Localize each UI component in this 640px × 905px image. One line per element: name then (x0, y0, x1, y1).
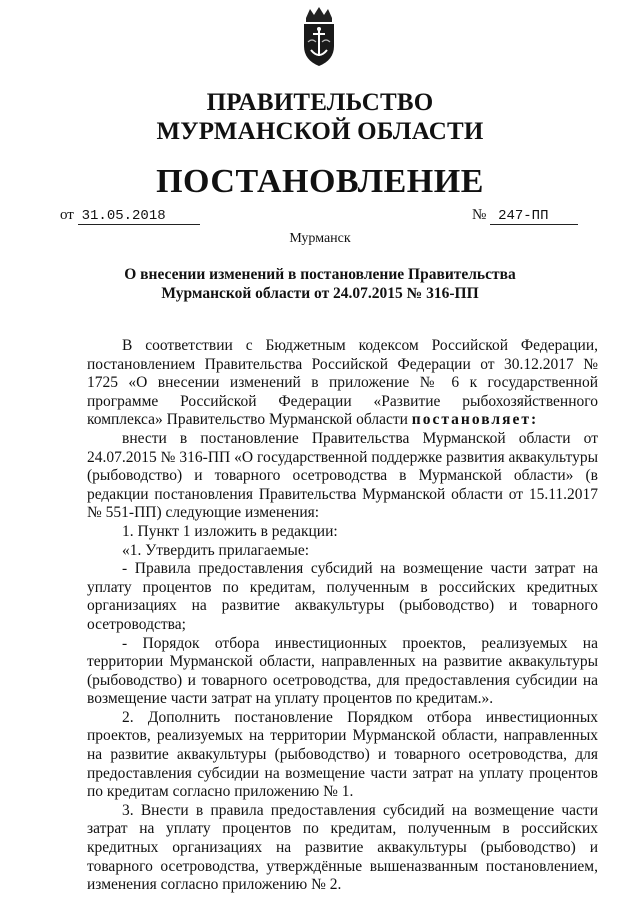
number-value: 247-ПП (490, 208, 578, 225)
coat-of-arms-icon (296, 6, 342, 68)
preamble-resolves: постановляет: (411, 411, 539, 429)
document-subject (60, 265, 580, 303)
paragraph-procedure: - Порядок отбора инвестиционных проектов, реализуемых на территории Мурманской области, направленных на развитие аквакультуры (рыбоводство) и товарного осетроводства, для предоставления субсидии на возмещение части затрат на уплату процентов по кредитам.». (87, 634, 598, 708)
city-name: Мурманск (289, 231, 351, 246)
document-type: ПОСТАНОВЛЕНИЕ (156, 163, 484, 200)
subject-line2: Мурманской области от 24.07.2015 № 316-ПП (161, 285, 479, 302)
document-body (87, 337, 598, 895)
government-title-line2: МУРМАНСКОЙ ОБЛАСТИ (156, 118, 484, 145)
preamble-text: В соответствии с Бюджетным кодексом Российской Федерации, постановлением Правительства Российской Федерации от 30.12.2017 № 1725 «О внесении изменений в приложение № 6 к государственной программе Российской Федерации «Развитие рыбохозяйственного комплекса» Правительство Мурманской области (87, 337, 598, 429)
paragraph-amend: внести в постановление Правительства Мурманской области от 24.07.2015 № 316-ПП «О государственной поддержке развития аквакультуры (рыбоводство) и товарного осетроводства в Мурманской области» (в редакции постановления Правительства Мурманской области от 15.11.2017 № 551-ПП) следующие изменения: (87, 429, 598, 522)
paragraph-preamble (87, 337, 598, 430)
paragraph-item2: 2. Дополнить постановление Порядком отбора инвестиционных проектов, реализуемых на территории Мурманской области, направленных на развитие аквакультуры (рыбоводство) и товарного осетроводства, для предоставления субсидии на возмещение части затрат на уплату процентов по кредитам согласно приложению № 1. (87, 708, 598, 801)
date-prefix: от (60, 207, 74, 223)
paragraph-item1: 1. Пункт 1 изложить в редакции: (122, 522, 338, 540)
paragraph-item3: 3. Внести в правила предоставления субсидий на возмещение части затрат на уплату процентов по кредитам, полученным в российских кредитных организациях на развитие аквакультуры (рыбоводство) и товарного осетроводства, утверждённые вышеназванным постановлением, изменения согласно приложению № 2. (87, 801, 598, 894)
paragraph-rules: - Правила предоставления субсидий на возмещение части затрат на уплату процентов по кредитам, полученным в российских кредитных организациях на развитие аквакультуры (рыбоводство) и товарного осетроводства; (87, 560, 598, 633)
subject-line1: О внесении изменений в постановление Правительства (124, 266, 516, 283)
number-prefix: № (472, 207, 487, 223)
government-title (0, 88, 640, 146)
paragraph-approve: «1. Утвердить прилагаемые: (122, 541, 310, 559)
government-title-line1: ПРАВИТЕЛЬСТВО (206, 89, 434, 116)
number-field (472, 207, 578, 225)
date-field (60, 207, 200, 225)
date-value: 31.05.2018 (78, 208, 200, 225)
